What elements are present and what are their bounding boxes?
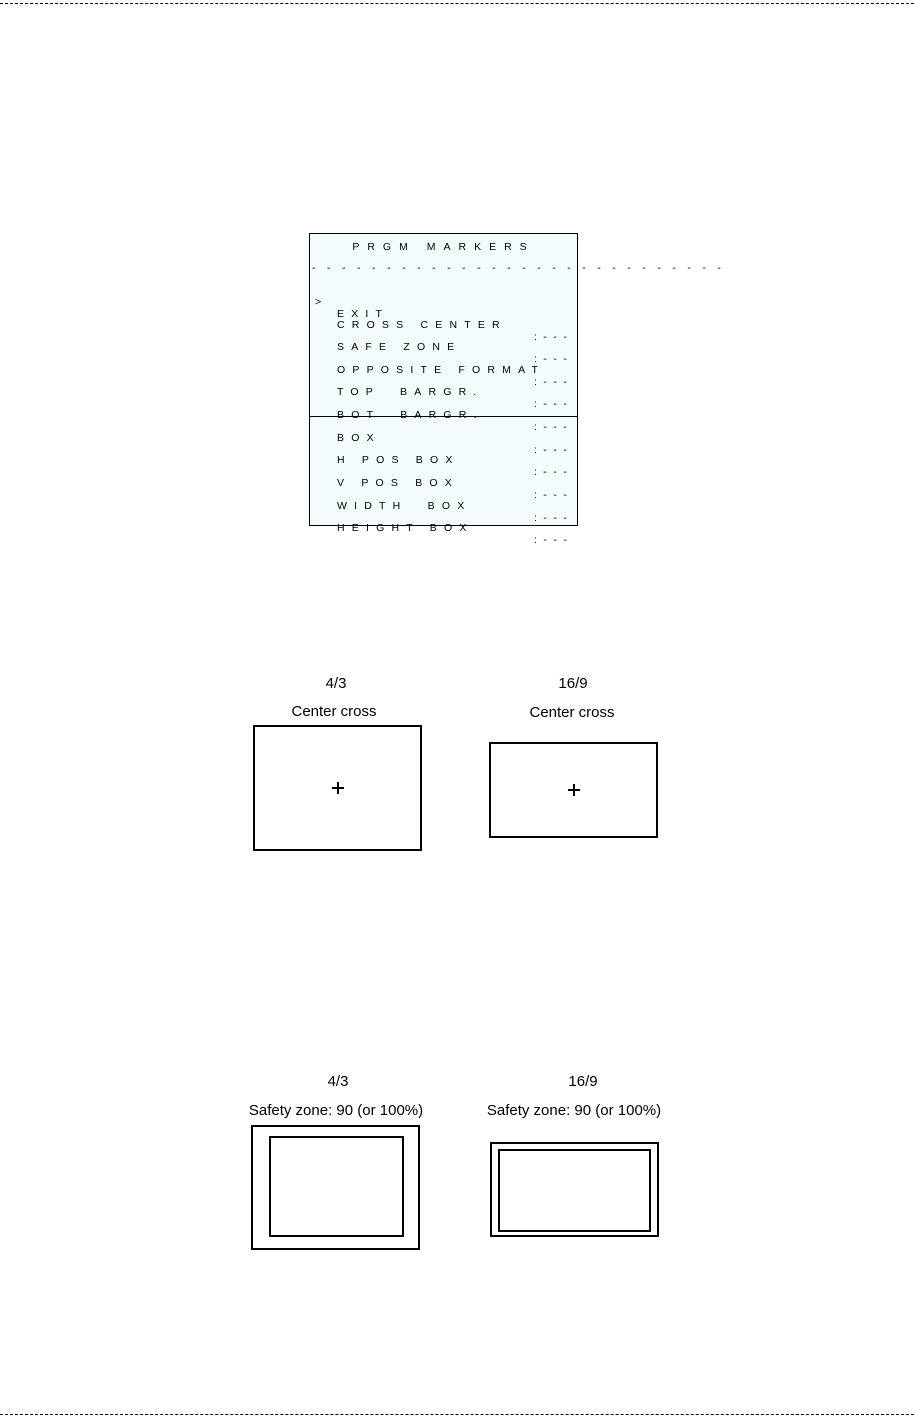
menu-item-exit[interactable] bbox=[310, 284, 577, 320]
center-cross-icon bbox=[568, 784, 580, 796]
menu-item-label: V POS BOX bbox=[337, 477, 459, 489]
menu-item-label: OPPOSITE FORMAT bbox=[337, 364, 546, 376]
menu-item-opposite-format[interactable] bbox=[310, 352, 577, 388]
menu-item-value: :--- bbox=[534, 466, 574, 478]
menu-item-width-box[interactable] bbox=[310, 488, 577, 524]
menu-item-label: WIDTH BOX bbox=[337, 500, 472, 512]
safety-zone-16-9-outer-frame bbox=[490, 1142, 659, 1237]
safety-zone-4-3-caption: Safety zone: 90 (or 100%) bbox=[248, 1102, 424, 1119]
menu-item-value: :--- bbox=[534, 534, 574, 546]
center-cross-icon bbox=[332, 782, 344, 794]
menu-item-label: TOP BARGR. bbox=[337, 386, 484, 398]
menu-item-label: H POS BOX bbox=[337, 454, 460, 466]
safety-zone-16-9-caption: Safety zone: 90 (or 100%) bbox=[486, 1102, 662, 1119]
menu-item-label: BOT BARGR. bbox=[337, 409, 484, 421]
menu-item-value: :--- bbox=[534, 353, 574, 365]
menu-item-label: SAFE ZONE bbox=[337, 341, 462, 353]
menu-item-box[interactable] bbox=[310, 420, 577, 456]
safety-zone-4-3-outer-frame bbox=[251, 1125, 420, 1250]
menu-item-label: HEIGHT BOX bbox=[337, 522, 474, 534]
menu-item-value: :--- bbox=[534, 398, 574, 410]
menu-item-value: :--- bbox=[534, 444, 574, 456]
menu-title: PRGM MARKERS bbox=[352, 241, 535, 253]
center-cross-16-9-caption: Center cross bbox=[529, 704, 615, 721]
menu-item-label: BOX bbox=[337, 432, 381, 444]
menu-item-value: :--- bbox=[534, 376, 574, 388]
menu-item-top-bargr[interactable] bbox=[310, 374, 577, 410]
safety-zone-16-9-inner-frame bbox=[498, 1149, 651, 1232]
menu-item-value: :--- bbox=[534, 512, 574, 524]
menu-item-v-pos-box[interactable] bbox=[310, 465, 577, 501]
menu-item-label: CROSS CENTER bbox=[337, 319, 507, 331]
prgm-markers-menu bbox=[309, 233, 726, 546]
center-cross-4-3-ratio: 4/3 bbox=[325, 675, 347, 692]
safety-zone-4-3-inner-frame bbox=[269, 1136, 404, 1237]
top-dashed-border bbox=[0, 3, 914, 4]
menu-item-label: EXIT bbox=[337, 308, 390, 320]
center-cross-4-3-frame bbox=[253, 725, 422, 851]
menu-item-value: :--- bbox=[534, 331, 574, 343]
menu-item-safe-zone[interactable] bbox=[310, 329, 577, 365]
menu-separator: - - - - - - - - - - - - - - - - - - - - - - - - - - - - bbox=[312, 262, 726, 274]
bottom-dashed-border bbox=[0, 1414, 914, 1415]
menu-cursor: > bbox=[315, 296, 329, 308]
menu-item-cross-center[interactable] bbox=[310, 307, 577, 343]
menu-item-h-pos-box[interactable] bbox=[310, 442, 577, 478]
safety-zone-16-9-ratio: 16/9 bbox=[568, 1073, 598, 1090]
center-cross-16-9-frame bbox=[489, 742, 658, 838]
menu-item-value: :--- bbox=[534, 421, 574, 433]
center-cross-4-3-caption: Center cross bbox=[291, 703, 377, 720]
menu-divider bbox=[310, 416, 577, 417]
safety-zone-4-3-ratio: 4/3 bbox=[327, 1073, 349, 1090]
menu-item-height-box[interactable] bbox=[310, 510, 577, 546]
menu-item-value: :--- bbox=[534, 489, 574, 501]
center-cross-16-9-ratio: 16/9 bbox=[558, 675, 588, 692]
